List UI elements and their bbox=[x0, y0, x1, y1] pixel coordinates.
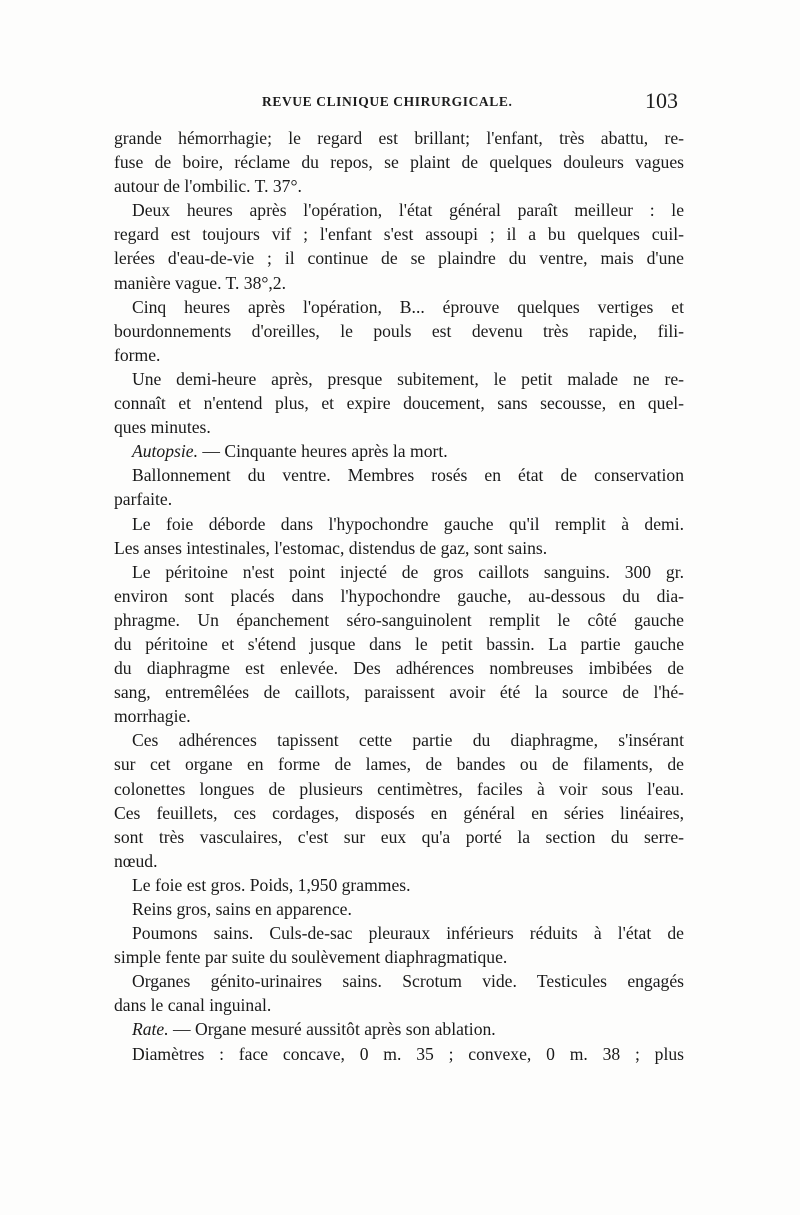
text-line: nœud. bbox=[114, 850, 158, 871]
text-line: phragme. Un épanchement séro-sanguinolent remplit le côté gauche bbox=[114, 609, 684, 630]
text-line: manière vague. T. 38°,2. bbox=[114, 272, 287, 293]
text-line: grande hémorrhagie; le regard est brillant; l'enfant, très abattu, re- bbox=[114, 128, 684, 148]
section-lead-text: — Cinquante heures après la mort. bbox=[197, 441, 448, 462]
text-line: lerées d'eau-de-vie ; il continue de se plaindre du ventre, mais d'une bbox=[114, 248, 684, 269]
page-header bbox=[114, 88, 682, 122]
text-line: dans le canal inguinal. bbox=[114, 995, 272, 1016]
body-text bbox=[114, 126, 684, 1066]
text-line: Le foie est gros. Poids, 1,950 grammes. bbox=[132, 874, 411, 895]
paragraph bbox=[114, 728, 684, 873]
text-line: Diamètres : face concave, 0 m. 35 ; convexe, 0 m. 38 ; plus bbox=[132, 1043, 684, 1064]
text-line: parfaite. bbox=[114, 489, 173, 510]
page-number: 103 bbox=[645, 88, 678, 113]
text-line: simple fente par suite du soulèvement diaphragmatique. bbox=[114, 947, 508, 968]
paragraph bbox=[114, 126, 684, 198]
paragraph bbox=[114, 198, 684, 294]
text-line: Organes génito-urinaires sains. Scrotum vide. Testicules engagés bbox=[132, 971, 684, 992]
text-line: Une demi-heure après, presque subitement, le petit malade ne re- bbox=[132, 368, 684, 389]
text-line: Les anses intestinales, l'estomac, distendus de gaz, sont sains. bbox=[114, 537, 548, 558]
text-line: Ballonnement du ventre. Membres rosés en état de conservation bbox=[132, 465, 684, 486]
text-line: du péritoine et s'étend jusque dans le petit bassin. La partie gauche bbox=[114, 633, 684, 654]
text-line: Reins gros, sains en apparence. bbox=[132, 899, 352, 919]
text-line: sont très vasculaires, c'est sur eux qu'a porté la section du serre- bbox=[114, 826, 684, 847]
paragraph bbox=[114, 897, 684, 921]
text-line: du diaphragme est enlevée. Des adhérences nombreuses imbibées de bbox=[114, 658, 684, 679]
text-line bbox=[114, 1017, 684, 1041]
text-line: ques minutes. bbox=[114, 417, 211, 438]
paragraph bbox=[114, 921, 684, 969]
text-line: autour de l'ombilic. T. 37°. bbox=[114, 176, 302, 197]
paragraph bbox=[114, 439, 684, 463]
text-line: Poumons sains. Culs-de-sac pleuraux inférieurs réduits à l'état de bbox=[132, 923, 684, 944]
paragraph bbox=[114, 463, 684, 511]
paragraph bbox=[114, 1042, 684, 1066]
text-line: Cinq heures après l'opération, B... éprouve quelques vertiges et bbox=[132, 296, 684, 317]
paragraph bbox=[114, 367, 684, 439]
paragraph bbox=[114, 560, 684, 729]
text-line: Deux heures après l'opération, l'état général paraît meilleur : le bbox=[132, 200, 684, 221]
text-line: environ sont placés dans l'hypochondre gauche, au-dessous du dia- bbox=[114, 585, 684, 606]
text-line: bourdonnements d'oreilles, le pouls est devenu très rapide, fili- bbox=[114, 320, 684, 341]
text-line: Le péritoine n'est point injecté de gros caillots sanguins. 300 gr. bbox=[132, 561, 684, 582]
section-lead-text: — Organe mesuré aussitôt après son ablation. bbox=[168, 1019, 496, 1040]
text-line: regard est toujours vif ; l'enfant s'est assoupi ; il a bu quelques cuil- bbox=[114, 224, 684, 245]
text-line: colonettes longues de plusieurs centimètres, faciles à voir sous l'eau. bbox=[114, 778, 684, 799]
text-line bbox=[114, 439, 684, 463]
paragraph bbox=[114, 1017, 684, 1041]
running-title: REVUE CLINIQUE CHIRURGICALE. bbox=[262, 94, 513, 109]
text-line: connaît et n'entend plus, et expire doucement, sans secousse, en quel- bbox=[114, 393, 684, 414]
text-line: morrhagie. bbox=[114, 706, 191, 727]
text-line: fuse de boire, réclame du repos, se plaint de quelques douleurs vagues bbox=[114, 152, 684, 173]
text-line: forme. bbox=[114, 344, 161, 365]
paragraph bbox=[114, 295, 684, 367]
paragraph bbox=[114, 873, 684, 897]
paragraph bbox=[114, 512, 684, 560]
text-line: Le foie déborde dans l'hypochondre gauche qu'il remplit à demi. bbox=[132, 513, 684, 534]
text-line: sang, entremêlées de caillots, paraissent avoir été la source de l'hé- bbox=[114, 682, 684, 703]
text-line: Ces feuillets, ces cordages, disposés en général en séries linéaires, bbox=[114, 802, 684, 823]
paragraph bbox=[114, 969, 684, 1017]
section-lead: Rate. bbox=[132, 1019, 169, 1040]
section-lead: Autopsie. bbox=[132, 441, 198, 462]
text-line: Ces adhérences tapissent cette partie du diaphragme, s'insérant bbox=[132, 730, 684, 751]
text-line: sur cet organe en forme de lames, de bandes ou de filaments, de bbox=[114, 754, 684, 775]
